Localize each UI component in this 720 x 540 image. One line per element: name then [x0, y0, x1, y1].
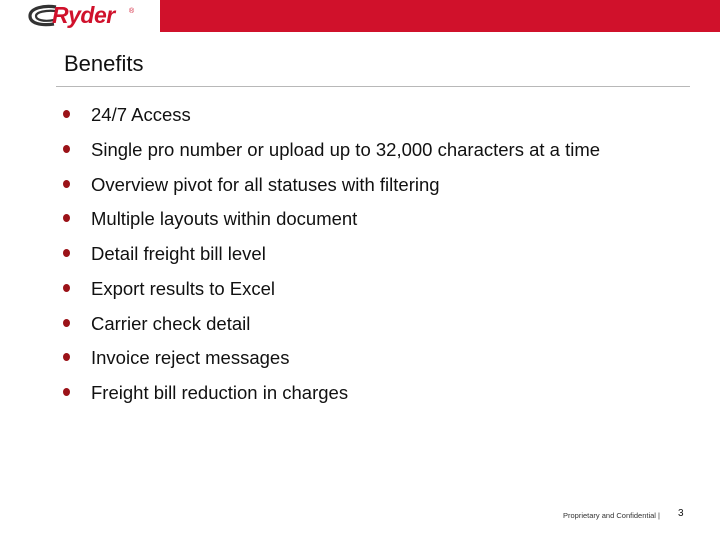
- list-item: [0, 378, 700, 408]
- bullet-icon: [63, 319, 70, 327]
- page-number: 3: [678, 508, 684, 519]
- list-item: [0, 100, 700, 130]
- logo-registered-mark: ®: [129, 8, 135, 15]
- confidential-notice: Proprietary and Confidential |: [563, 511, 661, 520]
- bullet-text: Carrier check detail: [91, 312, 251, 334]
- bullet-text: 24/7 Access: [91, 104, 191, 125]
- title-divider: [56, 86, 690, 87]
- bullet-icon: [63, 249, 70, 257]
- bullet-text: Single pro number or upload up to 32,000 characters at a time: [91, 138, 601, 160]
- bullet-icon: [63, 353, 70, 361]
- bullet-text: Overview pivot for all statuses with filtering: [91, 173, 440, 195]
- list-item: [0, 343, 700, 373]
- bullet-icon: [63, 110, 70, 118]
- list-item: [0, 170, 700, 200]
- bullet-icon: [63, 214, 70, 222]
- list-item: [0, 309, 700, 339]
- header-red-band: [160, 0, 720, 32]
- bullet-text: Freight bill reduction in charges: [91, 382, 349, 403]
- page-title: Benefits: [64, 51, 144, 76]
- bullet-text: Detail freight bill level: [91, 243, 266, 264]
- bullet-icon: [63, 388, 70, 396]
- bullet-icon: [63, 284, 70, 292]
- list-item: [0, 204, 700, 234]
- header-bar: [0, 0, 720, 32]
- bullet-text: Multiple layouts within document: [91, 208, 358, 230]
- bullet-text: Invoice reject messages: [91, 347, 290, 369]
- bullet-text: Export results to Excel: [91, 277, 276, 299]
- list-item: [0, 239, 700, 269]
- list-item: [0, 135, 700, 165]
- ryder-logo: [0, 0, 160, 32]
- bullet-icon: [63, 180, 70, 188]
- logo-wordmark: Ryder: [52, 2, 115, 28]
- list-item: [0, 274, 700, 304]
- bullet-icon: [63, 145, 70, 153]
